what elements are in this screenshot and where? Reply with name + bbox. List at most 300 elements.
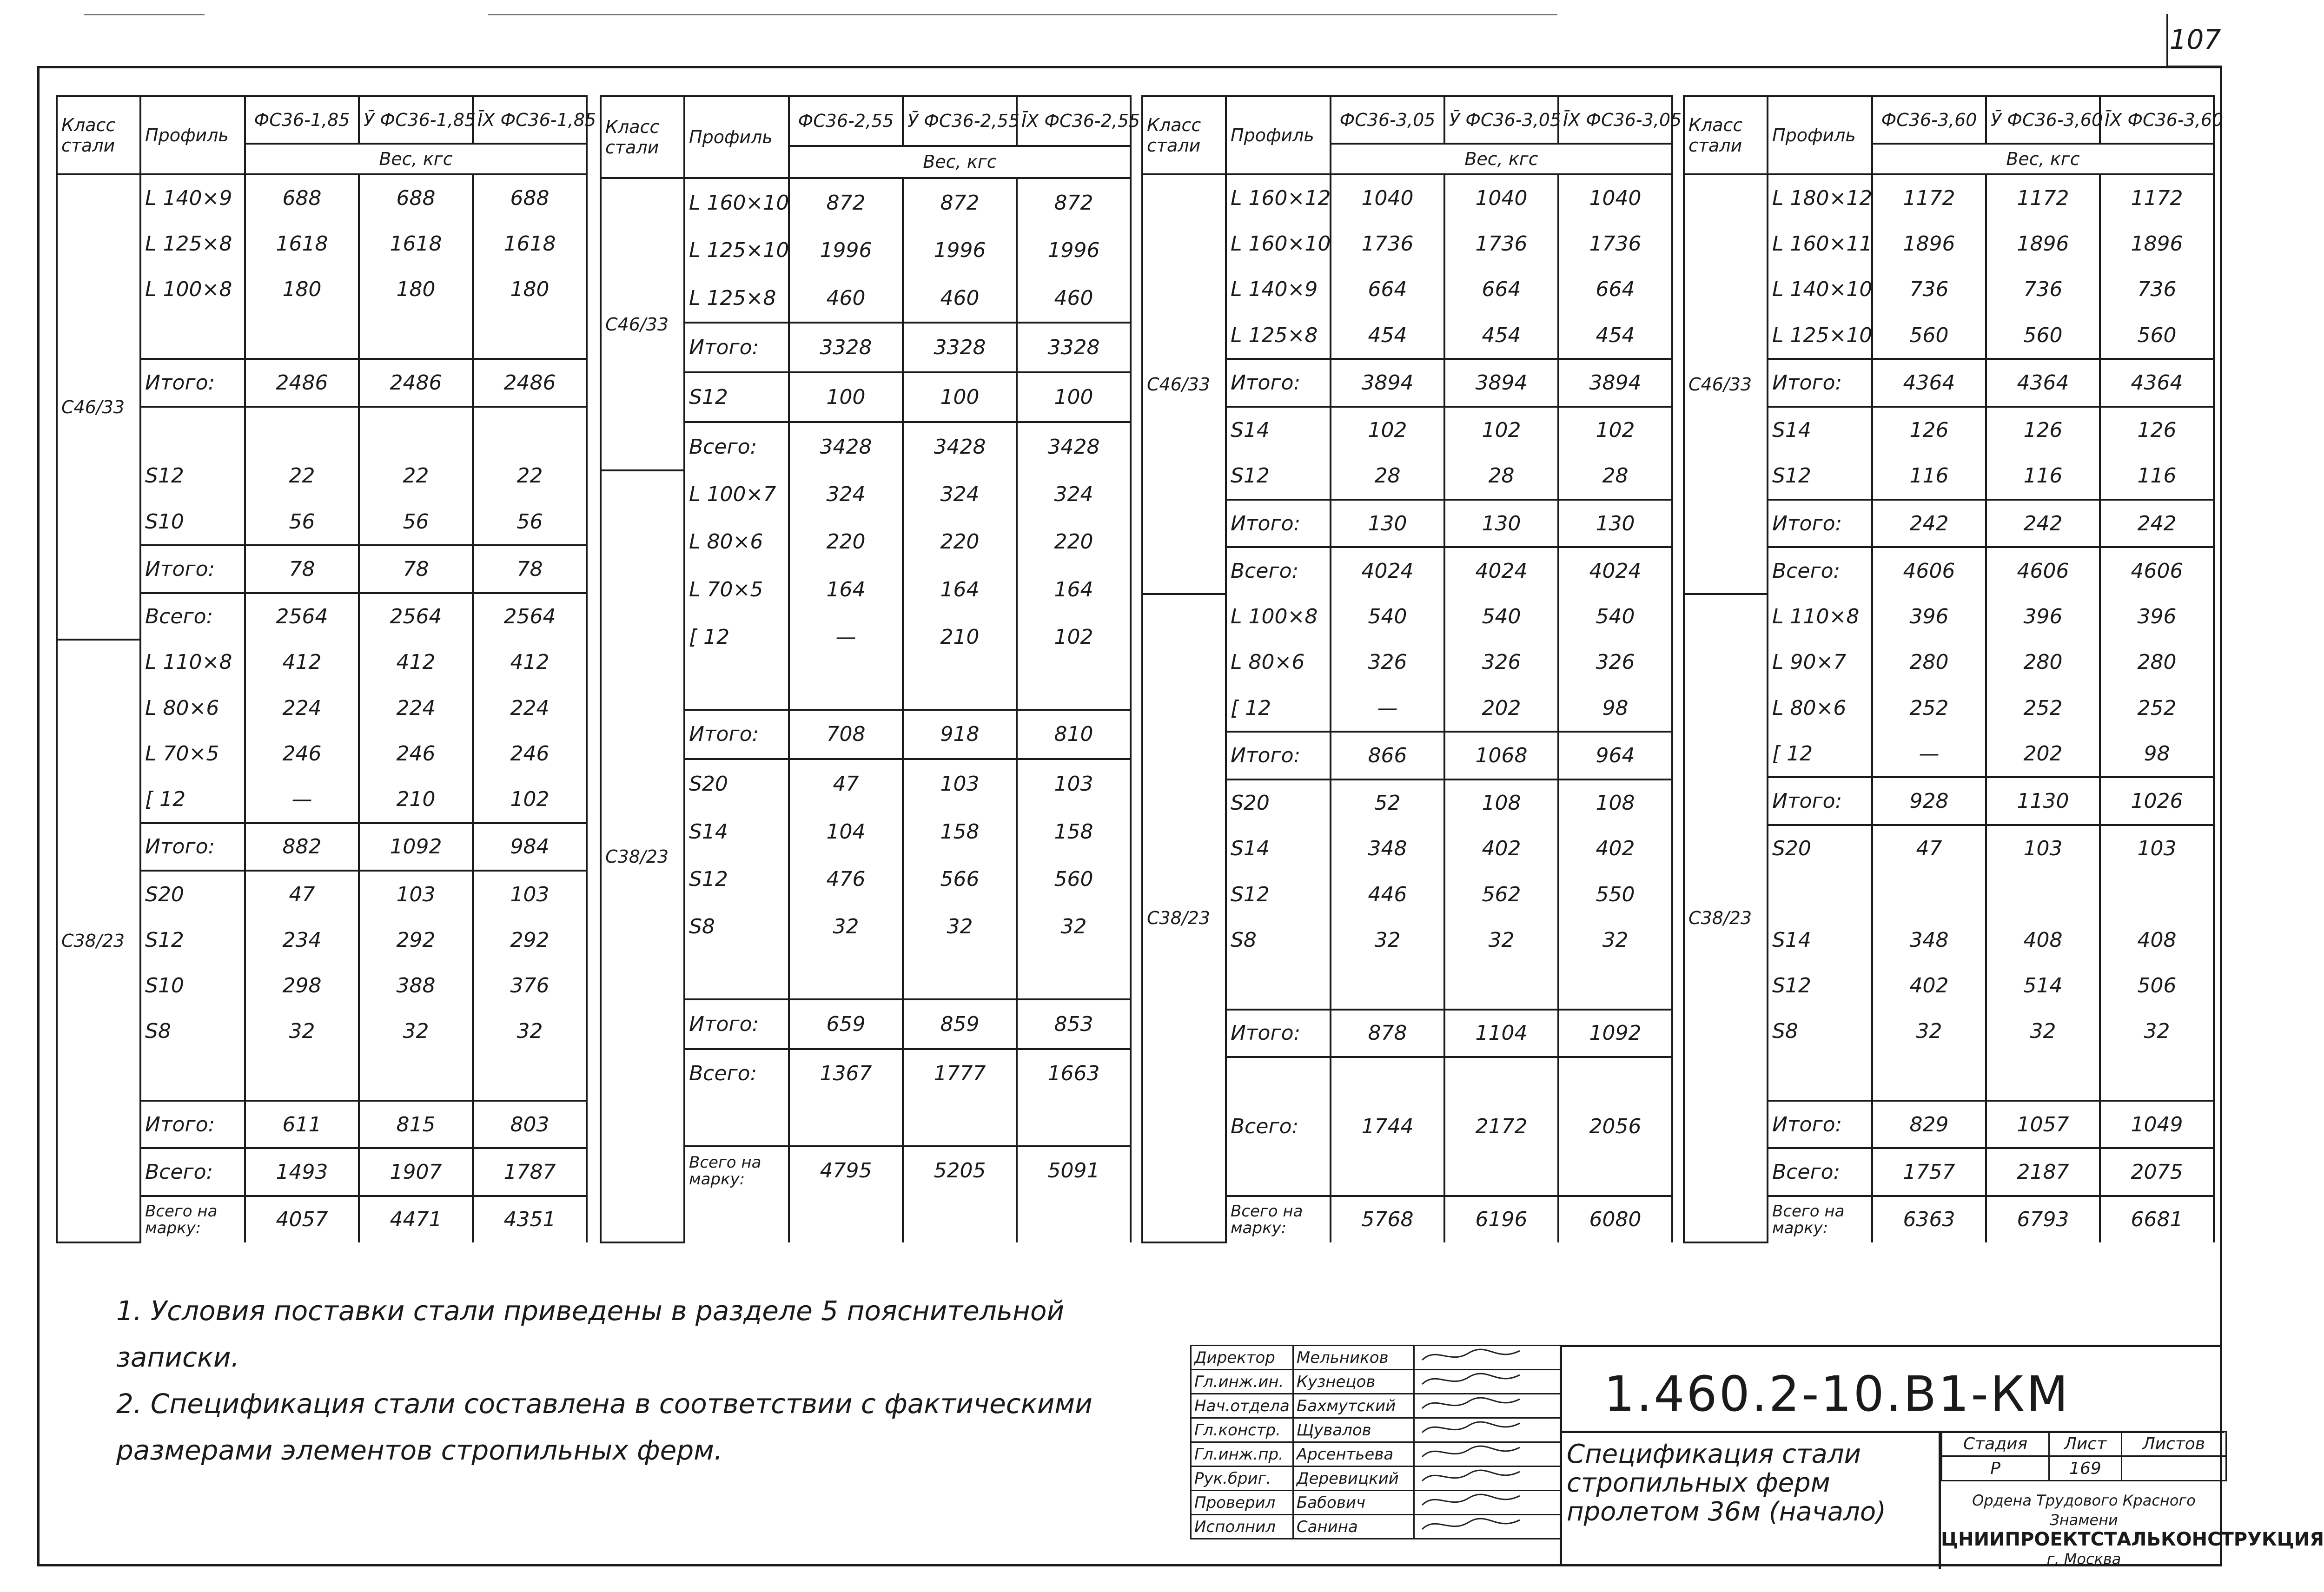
weight-cell: 32 [903, 903, 1017, 951]
table-row [601, 178, 1131, 227]
signature-row [1191, 1418, 1561, 1442]
weight-cell: 454 [1331, 312, 1444, 359]
weight-cell: 348 [1331, 826, 1444, 872]
signature-block [1190, 1345, 1561, 1539]
profile-cell: Итого: [684, 710, 789, 760]
weight-cell: 108 [1558, 779, 1672, 826]
weight-cell: 872 [1017, 178, 1131, 227]
weight-cell: 984 [473, 823, 587, 871]
weight-cell: 324 [1017, 470, 1131, 518]
weight-cell: 32 [473, 1009, 587, 1054]
stage-value: Р [1942, 1456, 2049, 1481]
weight-cell: 116 [1872, 453, 1986, 500]
header-truss-1: ФС36-1,85 [245, 96, 359, 144]
weight-cell: 56 [473, 499, 587, 545]
steel-class: С38/23 [57, 640, 140, 1242]
weight-cell: 1040 [1331, 174, 1444, 221]
weight-cell [1444, 1057, 1558, 1103]
weight-cell: 5768 [1331, 1196, 1444, 1242]
weight-cell: 853 [1017, 999, 1131, 1049]
weight-cell: 1787 [473, 1148, 587, 1196]
profile-cell: Всего: [684, 422, 789, 471]
weight-cell [473, 312, 587, 359]
org-name: ЦНИИПРОЕКТСТАЛЬКОНСТРУКЦИЯ [1941, 1529, 2324, 1550]
profile-cell: L 140×9 [1226, 267, 1331, 312]
weight-cell: 47 [789, 759, 903, 808]
weight-cell: 1896 [2100, 221, 2214, 267]
weight-cell [359, 407, 473, 453]
profile-cell: L 160×10 [684, 178, 789, 227]
weight-cell: 280 [1986, 640, 2100, 685]
notes [116, 1288, 1092, 1473]
weight-cell: 560 [1986, 312, 2100, 359]
weight-cell: 298 [245, 963, 359, 1008]
weight-cell: 454 [1558, 312, 1672, 359]
weight-cell: 402 [1872, 963, 1986, 1008]
weight-cell: 292 [359, 917, 473, 963]
organization [1941, 1481, 2324, 1569]
profile-cell: S10 [140, 499, 245, 545]
profile-cell: S12 [140, 917, 245, 963]
signature-name: Бабович [1293, 1491, 1414, 1515]
header-unit: Вес, кгс [245, 144, 587, 174]
weight-cell: — [1331, 685, 1444, 732]
weight-cell: 460 [789, 274, 903, 323]
weight-cell: 103 [1017, 759, 1131, 808]
weight-cell: 224 [473, 685, 587, 731]
weight-cell: 3328 [903, 323, 1017, 372]
handwritten-signature [1417, 1370, 1548, 1389]
weight-cell: 4795 [789, 1146, 903, 1195]
weight-cell: 402 [1558, 826, 1672, 872]
weight-cell: 242 [2100, 500, 2214, 547]
weight-cell: 202 [1986, 731, 2100, 777]
weight-cell: 1907 [359, 1148, 473, 1196]
weight-cell: 32 [1558, 917, 1672, 963]
profile-cell: Итого: [1768, 500, 1872, 547]
header-truss-3: ĪX ФС36-2,55 [1017, 96, 1131, 146]
weight-cell: 611 [245, 1101, 359, 1148]
weight-cell: — [245, 776, 359, 823]
signature-role: Исполнил [1191, 1515, 1293, 1539]
weight-cell: 210 [903, 614, 1017, 661]
weight-cell: 6080 [1558, 1196, 1672, 1242]
weight-cell: 1172 [1872, 174, 1986, 221]
weight-cell: 878 [1331, 1010, 1444, 1057]
weight-cell: 2187 [1986, 1148, 2100, 1196]
handwritten-signature [1417, 1419, 1548, 1437]
weight-cell: 2486 [245, 359, 359, 406]
weight-cell: 102 [1017, 614, 1131, 661]
weight-cell [1558, 963, 1672, 1009]
weight-cell: 408 [1986, 917, 2100, 963]
header-klass: Класс стали [1142, 96, 1226, 174]
weight-cell: 859 [903, 999, 1017, 1049]
profile-cell [140, 407, 245, 453]
weight-cell: 5205 [903, 1146, 1017, 1195]
org-city: г. Москва [2046, 1550, 2121, 1568]
weight-cell: 326 [1331, 640, 1444, 685]
weight-cell: 918 [903, 710, 1017, 760]
weight-cell: 2564 [245, 593, 359, 640]
signature-name: Деревицкий [1293, 1466, 1414, 1491]
header-klass: Класс стали [601, 96, 684, 178]
weight-cell: 103 [473, 871, 587, 917]
weight-cell: 52 [1331, 779, 1444, 826]
weight-cell: 100 [1017, 372, 1131, 422]
weight-cell: 540 [1331, 594, 1444, 640]
weight-cell: 412 [473, 640, 587, 685]
weight-cell: 252 [1986, 685, 2100, 731]
signature-mark [1414, 1491, 1560, 1515]
signature-role: Гл.инж.пр. [1191, 1442, 1293, 1466]
weight-cell: 78 [359, 545, 473, 593]
profile-cell: S20 [1226, 779, 1331, 826]
weight-cell: 540 [1444, 594, 1558, 640]
weight-cell [1986, 1054, 2100, 1101]
weight-cell: 28 [1558, 453, 1672, 500]
profile-cell: S14 [1768, 917, 1872, 963]
weight-cell: 242 [1872, 500, 1986, 547]
weight-cell [473, 407, 587, 453]
signature-row [1191, 1394, 1561, 1418]
signature-role: Директор [1191, 1346, 1293, 1370]
signature-row [1191, 1346, 1561, 1370]
profile-cell: L 110×8 [1768, 594, 1872, 640]
title-block [1560, 1345, 2324, 1568]
weight-cell: 324 [789, 470, 903, 518]
weight-cell [1872, 872, 1986, 917]
signature-mark [1414, 1370, 1560, 1394]
weight-cell [1331, 1057, 1444, 1103]
signature-mark [1414, 1418, 1560, 1442]
weight-cell: 78 [245, 545, 359, 593]
table-row [1142, 594, 1672, 640]
weight-cell: 2486 [359, 359, 473, 406]
weight-cell [1017, 1195, 1131, 1242]
profile-cell [140, 312, 245, 359]
profile-cell [684, 1097, 789, 1146]
profile-cell: S8 [1226, 917, 1331, 963]
profile-cell: Итого: [1768, 1101, 1872, 1148]
profile-cell: L 160×11 [1768, 221, 1872, 267]
weight-cell [359, 1054, 473, 1101]
signature-row [1191, 1466, 1561, 1491]
weight-cell: 3894 [1331, 359, 1444, 406]
weight-cell: 1618 [245, 221, 359, 267]
weight-cell: 5091 [1017, 1146, 1131, 1195]
profile-cell: L 140×10 [1768, 267, 1872, 312]
profile-cell: Итого: [1226, 500, 1331, 547]
weight-cell [1017, 1097, 1131, 1146]
weight-cell: 688 [359, 174, 473, 221]
signature-row [1191, 1491, 1561, 1515]
weight-cell: 4471 [359, 1196, 473, 1242]
weight-cell: 1493 [245, 1148, 359, 1196]
profile-cell: L 125×10 [1768, 312, 1872, 359]
weight-cell: 126 [1986, 407, 2100, 453]
weight-cell: 550 [1558, 872, 1672, 917]
weight-cell: 130 [1558, 500, 1672, 547]
signature-row [1191, 1442, 1561, 1466]
profile-cell: Всего: [684, 1049, 789, 1098]
profile-cell: S12 [684, 372, 789, 422]
signature-role: Рук.бриг. [1191, 1466, 1293, 1491]
weight-cell: 102 [1558, 407, 1672, 453]
weight-cell: 3894 [1558, 359, 1672, 406]
weight-cell [245, 1054, 359, 1101]
header-profil: Профиль [684, 96, 789, 178]
weight-cell: 540 [1558, 594, 1672, 640]
weight-cell: 3428 [789, 422, 903, 471]
weight-cell: 32 [1017, 903, 1131, 951]
weight-cell [789, 1097, 903, 1146]
profile-cell: L 125×8 [684, 274, 789, 323]
weight-cell: 872 [789, 178, 903, 227]
document-code: 1.460.2-10.В1-КМ [1604, 1366, 2070, 1422]
header-unit: Вес, кгс [1331, 144, 1672, 174]
weight-cell: 664 [1558, 267, 1672, 312]
profile-cell: [ 12 [684, 614, 789, 661]
weight-cell: 32 [359, 1009, 473, 1054]
weight-cell: 396 [2100, 594, 2214, 640]
table-row [1142, 174, 1672, 221]
header-truss-2: Ӯ ФС36-3,60 [1986, 96, 2100, 144]
profile-cell [1768, 1054, 1872, 1101]
signature-role: Гл.констр. [1191, 1418, 1293, 1442]
profile-cell: Итого: [140, 545, 245, 593]
weight-cell: 659 [789, 999, 903, 1049]
profile-cell: S8 [140, 1009, 245, 1054]
weight-cell: 829 [1872, 1101, 1986, 1148]
weight-cell: 246 [245, 731, 359, 776]
header-truss-2: Ӯ ФС36-3,05 [1444, 96, 1558, 144]
weight-cell: 882 [245, 823, 359, 871]
weight-cell: 1172 [1986, 174, 2100, 221]
weight-cell: 22 [473, 453, 587, 499]
weight-cell: 3328 [1017, 323, 1131, 372]
weight-cell: 1618 [359, 221, 473, 267]
profile-cell [140, 1054, 245, 1101]
signature-mark [1414, 1442, 1560, 1466]
weight-cell [1017, 661, 1131, 710]
weight-cell: 810 [1017, 710, 1131, 760]
weight-cell: 514 [1986, 963, 2100, 1008]
weight-cell: 324 [903, 470, 1017, 518]
weight-cell: 1618 [473, 221, 587, 267]
profile-cell: S12 [140, 453, 245, 499]
weight-cell: 460 [903, 274, 1017, 323]
weight-cell: 22 [245, 453, 359, 499]
handwritten-signature [1417, 1346, 1548, 1365]
table-row [57, 174, 587, 221]
weight-cell: 872 [903, 178, 1017, 227]
handwritten-signature [1417, 1515, 1548, 1534]
profile-cell: Итого: [684, 999, 789, 1049]
weight-cell: 560 [1872, 312, 1986, 359]
table-row [1684, 174, 2214, 221]
signature-role: Гл.инж.ин. [1191, 1370, 1293, 1394]
profile-cell: L 70×5 [140, 731, 245, 776]
profile-cell: S12 [1226, 453, 1331, 500]
weight-cell: 560 [2100, 312, 2214, 359]
signature-name: Санина [1293, 1515, 1414, 1539]
weight-cell [245, 407, 359, 453]
weight-cell: 158 [903, 808, 1017, 855]
profile-cell: S14 [1226, 826, 1331, 872]
weight-cell: 1777 [903, 1049, 1017, 1098]
note-1: 1. Условия поставки стали приведены в разделе 5 пояснительной записки. [116, 1295, 1065, 1373]
weight-cell: 103 [2100, 825, 2214, 872]
weight-cell: 1130 [1986, 777, 2100, 825]
profile-cell [684, 1195, 789, 1242]
spec-table-1 [56, 95, 596, 1243]
profile-cell: S12 [1226, 872, 1331, 917]
steel-class: С46/33 [1684, 174, 1768, 594]
profile-cell: Всего на марку: [1226, 1196, 1331, 1242]
weight-cell: 252 [2100, 685, 2214, 731]
header-klass: Класс стали [1684, 96, 1768, 174]
weight-cell: 1996 [789, 226, 903, 274]
profile-cell: S8 [1768, 1009, 1872, 1054]
weight-cell: 1757 [1872, 1148, 1986, 1196]
weight-cell: 126 [1872, 407, 1986, 453]
profile-cell: Всего: [1768, 1148, 1872, 1196]
weight-cell: 708 [789, 710, 903, 760]
weight-cell: 103 [903, 759, 1017, 808]
weight-cell: 376 [473, 963, 587, 1008]
weight-cell: 1663 [1017, 1049, 1131, 1098]
weight-cell: 4057 [245, 1196, 359, 1242]
weight-cell: 388 [359, 963, 473, 1008]
profile-cell: S20 [684, 759, 789, 808]
weight-cell: 2564 [359, 593, 473, 640]
profile-cell: L 180×12 [1768, 174, 1872, 221]
profile-cell: Итого: [1226, 1010, 1331, 1057]
weight-cell [245, 312, 359, 359]
weight-cell: 32 [1331, 917, 1444, 963]
weight-cell: 4024 [1331, 547, 1444, 594]
weight-cell: 4351 [473, 1196, 587, 1242]
weight-cell: 1736 [1331, 221, 1444, 267]
profile-cell [1226, 963, 1331, 1009]
header-truss-3: ĪX ФС36-3,05 [1558, 96, 1672, 144]
signature-name: Кузнецов [1293, 1370, 1414, 1394]
profile-cell: S14 [684, 808, 789, 855]
weight-cell: 252 [1872, 685, 1986, 731]
weight-cell: 6681 [2100, 1196, 2214, 1242]
weight-cell: 246 [359, 731, 473, 776]
weight-cell: 1896 [1872, 221, 1986, 267]
header-truss-1: ФС36-2,55 [789, 96, 903, 146]
weight-cell: 476 [789, 855, 903, 903]
weight-cell: 32 [245, 1009, 359, 1054]
weight-cell: 506 [2100, 963, 2214, 1008]
weight-cell: 78 [473, 545, 587, 593]
weight-cell: 130 [1444, 500, 1558, 547]
weight-cell [903, 1097, 1017, 1146]
weight-cell [1331, 1149, 1444, 1196]
profile-cell: Итого: [1226, 732, 1331, 779]
weight-cell: 446 [1331, 872, 1444, 917]
weight-cell: 566 [903, 855, 1017, 903]
weight-cell: 412 [245, 640, 359, 685]
weight-cell: 3328 [789, 323, 903, 372]
header-truss-3: ĪX ФС36-1,85 [473, 96, 587, 144]
profile-cell: [ 12 [1226, 685, 1331, 732]
weight-cell: 6196 [1444, 1196, 1558, 1242]
profile-cell: Итого: [140, 1101, 245, 1148]
profile-cell: L 125×10 [684, 226, 789, 274]
profile-cell: L 160×12 [1226, 174, 1331, 221]
weight-cell [1872, 1054, 1986, 1101]
signature-mark [1414, 1515, 1560, 1539]
weight-cell: 116 [1986, 453, 2100, 500]
weight-cell: 815 [359, 1101, 473, 1148]
weight-cell: 326 [1444, 640, 1558, 685]
signature-role: Проверил [1191, 1491, 1293, 1515]
weight-cell: 100 [903, 372, 1017, 422]
signature-name: Мельников [1293, 1346, 1414, 1370]
profile-cell: S20 [140, 871, 245, 917]
handwritten-signature [1417, 1394, 1548, 1413]
profile-cell: L 140×9 [140, 174, 245, 221]
note-2: 2. Спецификация стали составлена в соответствии с фактическими размерами элементов стропильных ферм. [116, 1388, 1092, 1466]
weight-cell [1017, 951, 1131, 999]
profile-cell [684, 951, 789, 999]
weight-cell [1444, 1149, 1558, 1196]
weight-cell: 803 [473, 1101, 587, 1148]
profile-cell [684, 661, 789, 710]
weight-cell: 32 [1444, 917, 1558, 963]
sheets-label: Листов [2121, 1432, 2226, 1456]
sheet-label: Лист [2049, 1432, 2121, 1456]
profile-cell: [ 12 [1768, 731, 1872, 777]
profile-cell: L 100×8 [1226, 594, 1331, 640]
header-profil: Профиль [140, 96, 245, 174]
weight-cell [2100, 872, 2214, 917]
profile-cell: S8 [684, 903, 789, 951]
weight-cell: 104 [789, 808, 903, 855]
header-unit: Вес, кгс [789, 146, 1131, 178]
weight-cell: 164 [903, 566, 1017, 613]
profile-cell: Итого: [140, 359, 245, 406]
weight-cell: 4364 [1872, 359, 1986, 406]
header-klass: Класс стали [57, 96, 140, 174]
table-row [1684, 594, 2214, 640]
profile-cell: [ 12 [140, 776, 245, 823]
weight-cell: 246 [473, 731, 587, 776]
weight-cell [789, 661, 903, 710]
profile-cell: L 100×7 [684, 470, 789, 518]
weight-cell: 396 [1872, 594, 1986, 640]
weight-cell: 3894 [1444, 359, 1558, 406]
weight-cell: 736 [2100, 267, 2214, 312]
weight-cell: 126 [2100, 407, 2214, 453]
profile-cell: L 90×7 [1768, 640, 1872, 685]
header-truss-1: ФС36-3,60 [1872, 96, 1986, 144]
weight-cell: 1092 [359, 823, 473, 871]
weight-cell: — [1872, 731, 1986, 777]
spec-table-2 [600, 95, 1140, 1243]
drawing-title: Спецификация стали стропильных ферм пролетом 36м (начало) [1567, 1439, 1886, 1527]
signature-mark [1414, 1394, 1560, 1418]
weight-cell: 412 [359, 640, 473, 685]
profile-cell: S12 [684, 855, 789, 903]
weight-cell: 460 [1017, 274, 1131, 323]
table-row [601, 470, 1131, 518]
profile-cell: Всего: [140, 593, 245, 640]
